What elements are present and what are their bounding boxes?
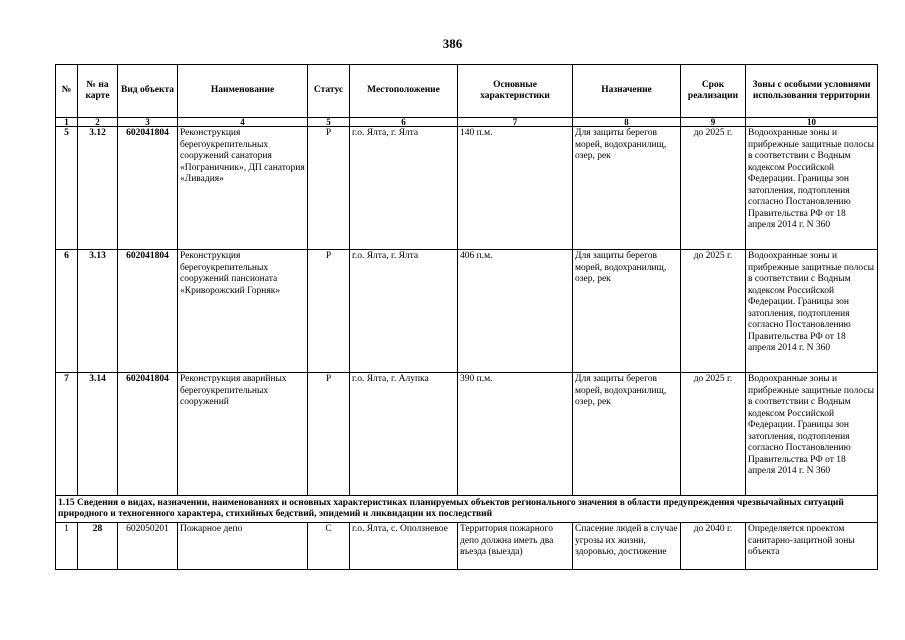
column-number: 4	[178, 118, 308, 127]
header-cell: Вид объекта	[118, 65, 178, 118]
cell-object-type: 602041804	[118, 127, 178, 250]
cell-location: г.о. Ялта, г. Ялта	[350, 127, 458, 250]
section-row	[56, 496, 878, 523]
cell-characteristics: 140 п.м.	[458, 127, 573, 250]
cell-purpose: Для защиты берегов морей, водохранилищ, озер, рек	[573, 250, 681, 373]
column-number: 3	[118, 118, 178, 127]
header-cell: Зоны с особыми условиями использования территории	[746, 65, 878, 118]
cell-characteristics: Территория пожарного депо должна иметь два въезда (выезда)	[458, 523, 573, 570]
column-number: 7	[458, 118, 573, 127]
cell-location: г.о. Ялта, г. Алупка	[350, 373, 458, 496]
cell-object-type: 602041804	[118, 250, 178, 373]
cell-number: 5	[56, 127, 78, 250]
cell-number: 6	[56, 250, 78, 373]
header-cell: Срок реализации	[681, 65, 746, 118]
cell-name: Реконструкция аварийных берегоукрепительных сооружений	[178, 373, 308, 496]
table-row	[56, 127, 878, 250]
cell-status: Р	[308, 250, 350, 373]
cell-name: Реконструкция берегоукрепительных сооружений пансионата «Криворожский Горняк»	[178, 250, 308, 373]
table-row	[56, 523, 878, 570]
cell-term: до 2025 г.	[681, 373, 746, 496]
cell-characteristics: 406 п.м.	[458, 250, 573, 373]
column-number: 5	[308, 118, 350, 127]
column-number: 10	[746, 118, 878, 127]
column-number: 2	[78, 118, 118, 127]
header-cell: Наименование	[178, 65, 308, 118]
column-number: 9	[681, 118, 746, 127]
table-row	[56, 250, 878, 373]
cell-zones: Водоохранные зоны и прибрежные защитные полосы в соответствии с Водным кодексом Российской Федерации. Границы зон затопления, подтопления согласно Постановлению Правительства РФ от 18 апреля 2014 г. N 360	[746, 127, 878, 250]
page-number: 386	[442, 36, 463, 51]
cell-name: Реконструкция берегоукрепительных сооружений санатория «Пограничник», ДП санатория «Ливадия»	[178, 127, 308, 250]
cell-purpose: Для защиты берегов морей, водохранилищ, озер, рек	[573, 127, 681, 250]
cell-purpose: Для защиты берегов морей, водохранилищ, озер, рек	[573, 373, 681, 496]
header-cell: №	[56, 65, 78, 118]
column-number-row	[56, 118, 878, 127]
cell-map-number: 3.12	[78, 127, 118, 250]
cell-status: Р	[308, 127, 350, 250]
header-cell: Основные характеристики	[458, 65, 573, 118]
cell-term: до 2025 г.	[681, 250, 746, 373]
cell-characteristics: 390 п.м.	[458, 373, 573, 496]
column-number: 6	[350, 118, 458, 127]
cell-term: до 2040 г.	[681, 523, 746, 570]
table-row	[56, 373, 878, 496]
section-title: 1.15 Сведения о видах, назначении, наименованиях и основных характеристиках планируемых объектов регионального значения в области предупреждения чрезвычайных ситуаций природного и техногенного характера, стихийных бедствий, эпидемий и ликвидации их последствий	[56, 496, 878, 523]
cell-object-type: 602050201	[118, 523, 178, 570]
cell-purpose: Спасение людей в случае угрозы их жизни, здоровью, достижение	[573, 523, 681, 570]
cell-location: г.о. Ялта, с. Оползневое	[350, 523, 458, 570]
cell-number: 7	[56, 373, 78, 496]
header-row	[56, 65, 878, 118]
header-cell: Статус	[308, 65, 350, 118]
cell-zones: Водоохранные зоны и прибрежные защитные полосы в соответствии с Водным кодексом Российской Федерации. Границы зон затопления, подтопления согласно Постановлению Правительства РФ от 18 апреля 2014 г. N 360	[746, 373, 878, 496]
column-number: 8	[573, 118, 681, 127]
cell-location: г.о. Ялта, г. Ялта	[350, 250, 458, 373]
cell-status: Р	[308, 373, 350, 496]
cell-zones: Водоохранные зоны и прибрежные защитные полосы в соответствии с Водным кодексом Российской Федерации. Границы зон затопления, подтопления согласно Постановлению Правительства РФ от 18 апреля 2014 г. N 360	[746, 250, 878, 373]
cell-object-type: 602041804	[118, 373, 178, 496]
cell-zones: Определяется проектом санитарно-защитной зоны объекта	[746, 523, 878, 570]
cell-map-number: 28	[78, 523, 118, 570]
header-cell: Назначение	[573, 65, 681, 118]
cell-number: 1	[56, 523, 78, 570]
cell-term: до 2025 г.	[681, 127, 746, 250]
column-number: 1	[56, 118, 78, 127]
cell-map-number: 3.13	[78, 250, 118, 373]
header-cell: Местоположение	[350, 65, 458, 118]
cell-name: Пожарное депо	[178, 523, 308, 570]
cell-status: С	[308, 523, 350, 570]
objects-table	[55, 64, 878, 570]
header-cell: № на карте	[78, 65, 118, 118]
cell-map-number: 3.14	[78, 373, 118, 496]
